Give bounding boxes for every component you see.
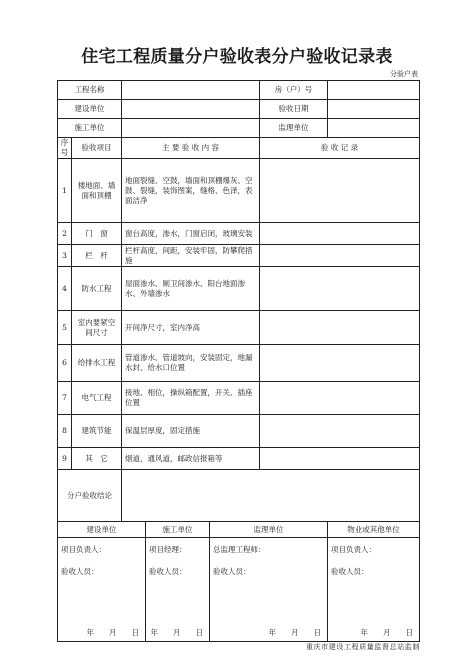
item-number: 7 <box>58 382 72 415</box>
header-row-project <box>58 81 420 100</box>
contractor-unit-label: 施工单位 <box>58 119 122 138</box>
item-name: 其 它 <box>72 448 122 470</box>
item-content: 地面裂缝、空鼓，墙面和顶棚爆灰、空鼓、裂缝，装饰图案，缝格、色泽，表面洁净 <box>122 159 260 223</box>
sign-property-title: 物业或其他单位 <box>328 522 420 538</box>
sign-property-box[interactable] <box>328 538 420 642</box>
signature-header-row <box>58 522 420 538</box>
project-name-label: 工程名称 <box>58 81 122 100</box>
item-record-field[interactable] <box>260 245 420 267</box>
sign-property-date: 年 月 日 <box>360 628 414 638</box>
sign-contractor-box[interactable] <box>146 538 210 642</box>
item-column-header: 验收项目 <box>72 138 122 159</box>
item-record-field[interactable] <box>260 345 420 382</box>
builder-unit-field[interactable] <box>122 100 260 119</box>
item-content: 屋面渗水、厕卫间渗水、阳台地面渗水、外墙渗水 <box>122 267 260 311</box>
item-row <box>58 311 420 345</box>
builder-unit-label: 建设单位 <box>58 100 122 119</box>
item-row <box>58 223 420 245</box>
acceptance-form-table <box>57 80 420 642</box>
seq-column-header: 序号 <box>58 138 72 159</box>
item-content: 接地、相位，操纵箱配置，开关、插座位置 <box>122 382 260 415</box>
sign-contractor-title: 施工单位 <box>146 522 210 538</box>
item-row <box>58 245 420 267</box>
item-number: 1 <box>58 159 72 223</box>
item-row <box>58 415 420 448</box>
item-number: 2 <box>58 223 72 245</box>
sign-contractor-lead: 项目经理： <box>149 545 187 555</box>
footer-issuer: 重庆市建设工程质量监督总站监制 <box>306 643 420 651</box>
item-name: 室内要紧空间尺寸 <box>72 311 122 345</box>
sign-contractor-date: 年 月 日 <box>150 628 203 638</box>
item-name: 给排水工程 <box>72 345 122 382</box>
item-name: 建筑节能 <box>72 415 122 448</box>
item-row <box>58 159 420 223</box>
sign-contractor-staff: 验收人员： <box>149 567 187 577</box>
sign-builder-box[interactable] <box>58 538 146 642</box>
item-row <box>58 267 420 311</box>
form-title: 住宅工程质量分户验收表分户验收记录表 <box>81 47 393 67</box>
item-content: 保温层厚度，固定措施 <box>122 415 260 448</box>
item-row <box>58 382 420 415</box>
item-content: 开间净尺寸，室内净高 <box>122 311 260 345</box>
item-record-field[interactable] <box>260 448 420 470</box>
supervisor-unit-field[interactable] <box>328 119 420 138</box>
sign-builder-date: 年 月 日 <box>86 628 139 638</box>
item-content: 烟道，通风道，邮政信报箱等 <box>122 448 260 470</box>
item-record-field[interactable] <box>260 223 420 245</box>
item-number: 5 <box>58 311 72 345</box>
item-name: 电气工程 <box>72 382 122 415</box>
item-number: 4 <box>58 267 72 311</box>
sign-property-lead: 项目负责人： <box>331 545 377 555</box>
sign-supervisor-staff: 验收人员： <box>213 567 251 577</box>
item-content: 栏杆高度，间距，安装牢固，防攀爬措施 <box>122 245 260 267</box>
item-record-field[interactable] <box>260 311 420 345</box>
item-record-field[interactable] <box>260 382 420 415</box>
sign-supervisor-title: 监理单位 <box>210 522 328 538</box>
item-number: 6 <box>58 345 72 382</box>
record-column-header: 验 收 记 录 <box>260 138 420 159</box>
sign-supervisor-lead: 总监理工程师： <box>213 545 266 555</box>
item-record-field[interactable] <box>260 415 420 448</box>
signature-row <box>58 538 420 642</box>
item-number: 9 <box>58 448 72 470</box>
header-row-builder <box>58 100 420 119</box>
item-row <box>58 448 420 470</box>
item-name: 防水工程 <box>72 267 122 311</box>
content-column-header: 主 要 验 收 内 容 <box>122 138 260 159</box>
accept-date-field[interactable] <box>328 100 420 119</box>
item-content: 窗台高度，渗水，门窗启闭，玻璃安装 <box>122 223 260 245</box>
item-name: 楼地面、墙面和顶棚 <box>72 159 122 223</box>
item-number: 3 <box>58 245 72 267</box>
sign-supervisor-box[interactable] <box>210 538 328 642</box>
item-content: 管道渗水、管道坡向，安装固定，地漏水封、给水口位置 <box>122 345 260 382</box>
header-row-contractor <box>58 119 420 138</box>
item-record-field[interactable] <box>260 267 420 311</box>
sign-builder-lead: 项目负责人： <box>61 545 106 555</box>
house-number-label: 房（户）号 <box>260 81 328 100</box>
item-number: 8 <box>58 415 72 448</box>
supervisor-unit-label: 监理单位 <box>260 119 328 138</box>
house-number-field[interactable] <box>328 81 420 100</box>
form-code: 分验户表 <box>390 70 418 78</box>
item-name: 栏 杆 <box>72 245 122 267</box>
contractor-unit-field[interactable] <box>122 119 260 138</box>
sign-property-staff: 验收人员： <box>331 567 369 577</box>
column-header-row <box>58 138 420 159</box>
accept-date-label: 验收日期 <box>260 100 328 119</box>
sign-builder-title: 建设单位 <box>58 522 146 538</box>
item-record-field[interactable] <box>260 159 420 223</box>
conclusion-field[interactable] <box>122 470 420 522</box>
project-name-field[interactable] <box>122 81 260 100</box>
conclusion-row <box>58 470 420 522</box>
sign-builder-staff: 验收人员： <box>61 567 99 577</box>
item-name: 门 窗 <box>72 223 122 245</box>
conclusion-label: 分户验收结论 <box>58 470 122 522</box>
item-row <box>58 345 420 382</box>
sign-supervisor-date: 年 月 日 <box>268 628 322 638</box>
